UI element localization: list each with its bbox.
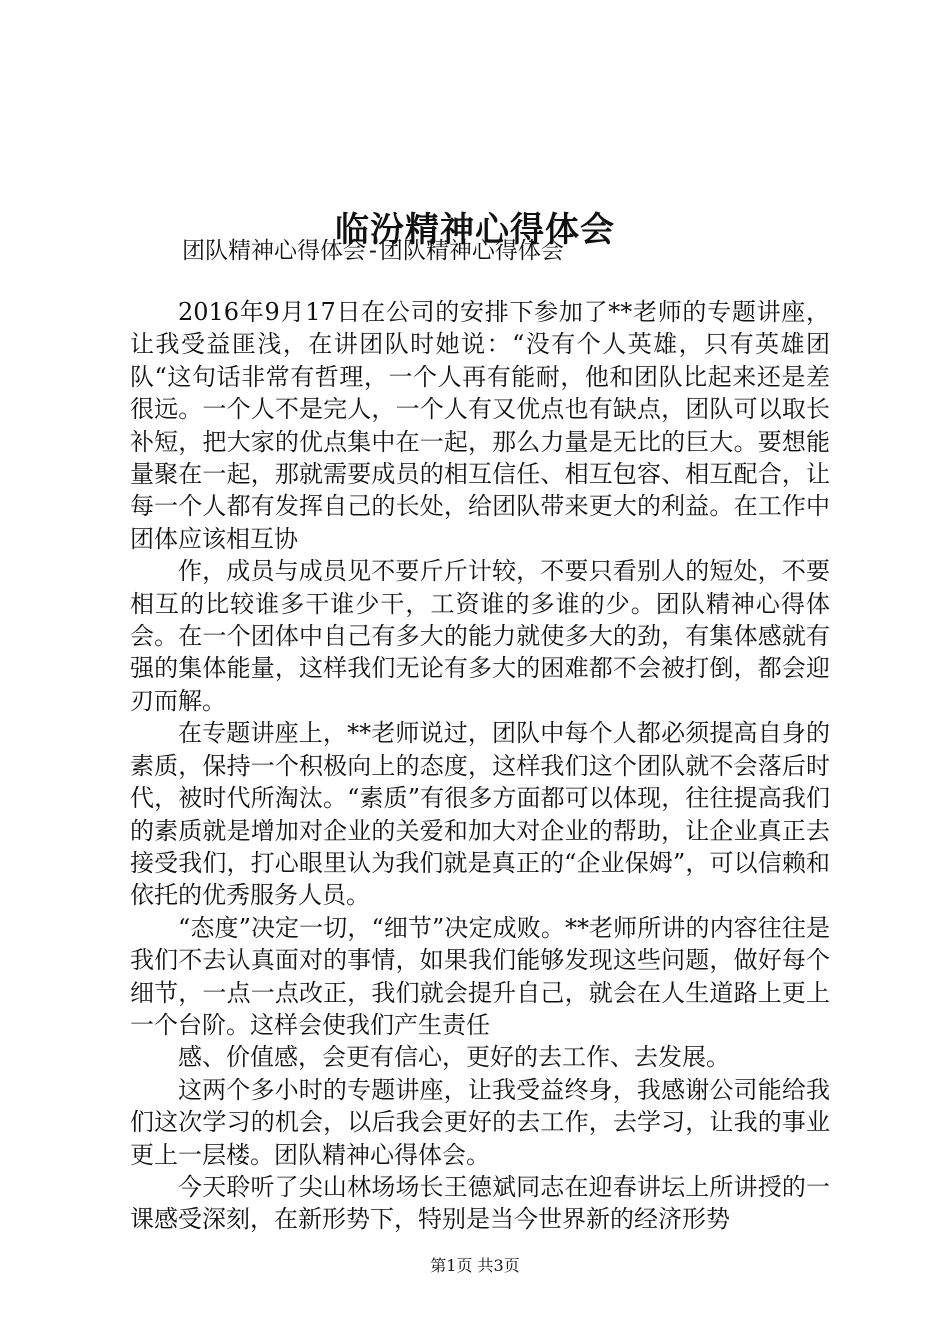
paragraph: 感、价值感，会更有信心，更好的去工作、去发展。 bbox=[178, 1043, 730, 1072]
page-footer bbox=[0, 1255, 950, 1277]
document-subtitle: 团队精神心得体会-团队精神心得体会 bbox=[182, 238, 564, 264]
document-body bbox=[130, 296, 830, 1236]
document-title: 临汾精神心得体会 bbox=[335, 209, 615, 250]
paragraph: 在专题讲座上，**老师说过，团队中每个人都必须提高自身的素质，保持一个积极向上的态度，这样我们这个团队就不会落后时代，被时代所淘汰。“素质”有很多方面都可以体现，往往提高我们的素质就是增加对企业的关爱和加大对企业的帮助，让企业真正去接受我们，打心眼里认为我们就是真正的“企业保姆”，可以信赖和依托的优秀服务人员。 bbox=[130, 719, 830, 910]
paragraph: 这两个多小时的专题讲座，让我受益终身，我感谢公司能给我们这次学习的机会，以后我会更好的去工作，去学习，让我的事业更上一层楼。团队精神心得体会。 bbox=[130, 1075, 830, 1169]
paragraph: “态度”决定一切，“细节”决定成败。**老师所讲的内容往往是我们不去认真面对的事情，如果我们能够发现这些问题，做好每个细节，一点一点改正，我们就会提升自己，就会在人生道路上更上一个台阶。这样会使我们产生责任 bbox=[130, 913, 830, 1039]
paragraph: 作，成员与成员见不要斤斤计较，不要只看别人的短处，不要相互的比较谁多干谁少干，工资谁的多谁的少。团队精神心得体会。在一个团体中自己有多大的能力就使多大的劲，有集体感就有强的集体能量，这样我们无论有多大的困难都不会被打倒，都会迎刃而解。 bbox=[130, 557, 830, 715]
paragraph: 今天聆听了尖山林场场长王德斌同志在迎春讲坛上所讲授的一课感受深刻，在新形势下，特别是当今世界新的经济形势 bbox=[130, 1172, 830, 1234]
page-number: 第1页 共3页 bbox=[430, 1256, 520, 1275]
paragraph: 2016年9月17日在公司的安排下参加了**老师的专题讲座，让我受益匪浅，在讲团队时她说：“没有个人英雄，只有英雄团队“这句话非常有哲理，一个人再有能耐，他和团队比起来还是差很远。一个人不是完人，一个人有又优点也有缺点，团队可以取长补短，把大家的优点集中在一起，那么力量是无比的巨大。要想能量聚在一起，那就需要成员的相互信任、相互包容、相互配合，让每一个人都有发挥自己的长处，给团队带来更大的利益。在工作中团体应该相互协 bbox=[130, 298, 830, 553]
